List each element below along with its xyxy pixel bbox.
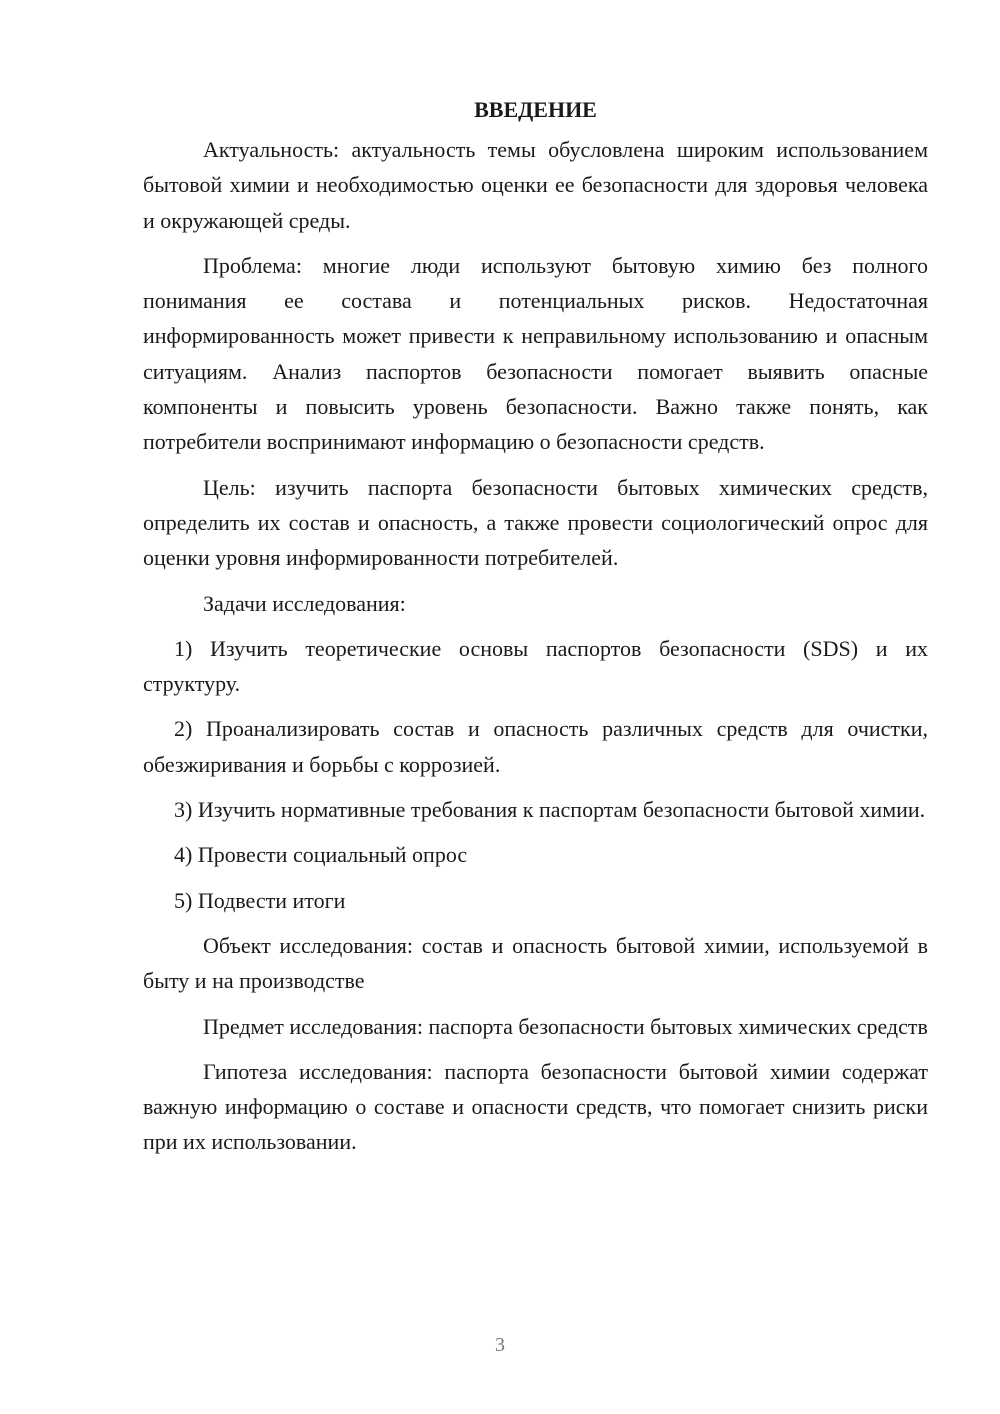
relevance-paragraph: Актуальность: актуальность темы обусловлена широким использованием бытовой химии и необходимостью оценки ее безопасности для здоровья человека и окружающей среды. [143, 137, 928, 233]
task-item: 5) Подвести итоги [174, 887, 346, 913]
task-item: 1) Изучить теоретические основы паспортов безопасности (SDS) и их структуру. [143, 635, 928, 697]
hypothesis-paragraph: Гипотеза исследования: паспорта безопасности бытовой химии содержат важную информацию о составе и опасности средств, что помогает снизить риски при их использовании. [143, 1058, 928, 1155]
goal-paragraph: Цель: изучить паспорта безопасности бытовых химических средств, определить их состав и опасность, а также провести социологический опрос для оценки уровня информированности потребителей. [143, 474, 928, 571]
page-number: 3 [495, 1334, 505, 1356]
object-paragraph: Объект исследования: состав и опасность бытовой химии, используемой в быту и на производстве [143, 932, 928, 994]
task-item: 4) Провести социальный опрос [174, 842, 468, 868]
subject-paragraph: Предмет исследования: паспорта безопасности бытовых химических средств [203, 1013, 928, 1039]
document-page [143, 92, 928, 1170]
problem-paragraph: Проблема: многие люди используют бытовую химию без полного понимания ее состава и потенциальных рисков. Недостаточная информированность может привести к неправильному использованию и опасным ситуациям. Анализ паспортов безопасности помогает выявить опасные компоненты и повысить уровень безопасности. Важно также понять, как потребители воспринимают информацию о безопасности средств. [143, 252, 928, 455]
document-title: ВВЕДЕНИЕ [474, 97, 597, 122]
tasks-heading: Задачи исследования: [203, 590, 406, 616]
task-item: 3) Изучить нормативные требования к паспортам безопасности бытовой химии. [174, 797, 926, 823]
task-item: 2) Проанализировать состав и опасность различных средств для очистки, обезжиривания и борьбы с коррозией. [143, 716, 928, 777]
